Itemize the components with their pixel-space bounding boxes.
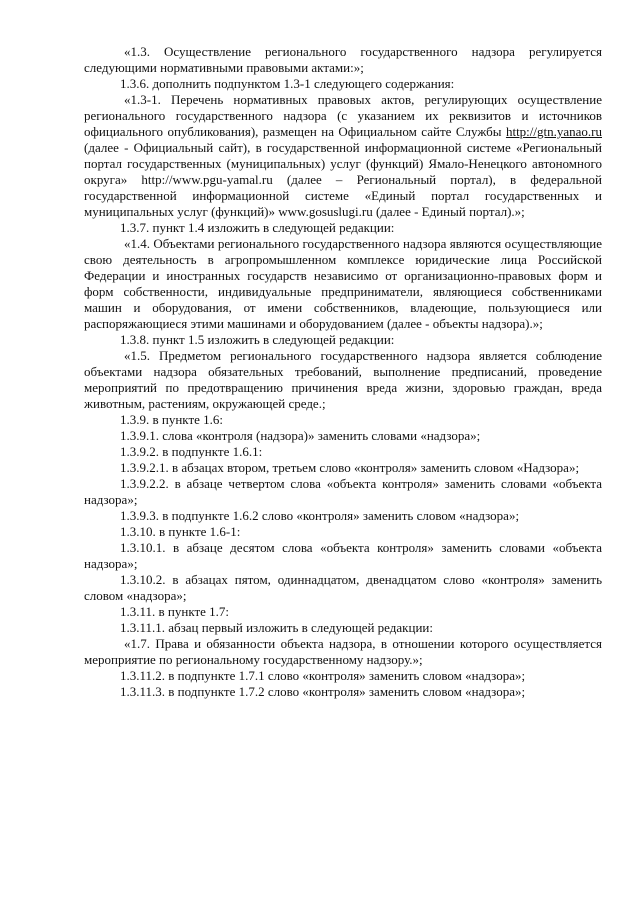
paragraph-1-3-1: [84, 92, 602, 220]
paragraph-1-3-8: 1.3.8. пункт 1.5 изложить в следующей редакции:: [120, 332, 395, 347]
paragraph-1-3-9-2: 1.3.9.2. в подпункте 1.6.1:: [120, 444, 263, 459]
paragraph-1-3-11: 1.3.11. в пункте 1.7:: [120, 604, 230, 619]
paragraph-1-3-11-3: 1.3.11.3. в подпункте 1.7.2 слово «контроля» заменить словом «надзора»;: [120, 684, 526, 699]
paragraph-1-3-10: 1.3.10. в пункте 1.6-1:: [120, 524, 241, 539]
official-site-link[interactable]: http://gtn.yanao.ru: [505, 124, 602, 139]
paragraph-1-7: «1.7. Права и обязанности объекта надзора, в отношении которого осуществляется мероприятие по региональному государственному надзору.»;: [84, 636, 602, 667]
document-body: [84, 44, 602, 700]
paragraph-1-3-11-2: 1.3.11.2. в подпункте 1.7.1 слово «контроля» заменить словом «надзора»;: [120, 668, 526, 683]
paragraph-1-3-10-2: 1.3.10.2. в абзацах пятом, одиннадцатом, двенадцатом слово «контроля» заменить словом «надзора»;: [84, 572, 602, 603]
paragraph-1-3-9-2-2: 1.3.9.2.2. в абзаце четвертом слова «объекта контроля» заменить словами «объекта надзора»;: [84, 476, 602, 507]
text-segment: (далее - Официальный сайт), в государственной информационной системе «Региональный портал государственных (муниципальных) услуг (функций) Ямало-Ненецкого автономного округа» http://www.pgu-yamal.ru (далее – Региональный портал), в федеральной государственной информационной системе «Единый портал государственных и муниципальных услуг (функций)» www.gosuslugi.ru (далее - Единый портал).»;: [84, 140, 602, 219]
paragraph-1-3: «1.3. Осуществление регионального государственного надзора регулируется следующими нормативными правовыми актами:»;: [84, 44, 602, 75]
paragraph-1-3-7: 1.3.7. пункт 1.4 изложить в следующей редакции:: [120, 220, 395, 235]
paragraph-1-3-9-2-1: 1.3.9.2.1. в абзацах втором, третьем слово «контроля» заменить словом «Надзора»;: [120, 460, 580, 475]
paragraph-1-3-9-3: 1.3.9.3. в подпункте 1.6.2 слово «контроля» заменить словом «надзора»;: [120, 508, 520, 523]
paragraph-1-3-11-1: 1.3.11.1. абзац первый изложить в следующей редакции:: [120, 620, 433, 635]
paragraph-1-3-10-1: 1.3.10.1. в абзаце десятом слова «объекта контроля» заменить словами «объекта надзора»;: [84, 540, 602, 571]
paragraph-1-3-9: 1.3.9. в пункте 1.6:: [120, 412, 224, 427]
paragraph-1-3-9-1: 1.3.9.1. слова «контроля (надзора)» заменить словами «надзора»;: [120, 428, 481, 443]
text-segment: «1.3-1. Перечень нормативных правовых актов, регулирующих осуществление регионального государственного надзора (с указанием их реквизитов и источников официального опубликования), размещен на Официальном сайте Службы: [84, 92, 602, 139]
paragraph-1-5: «1.5. Предметом регионального государственного надзора является соблюдение объектами надзора обязательных требований, выполнение предписаний, проведение мероприятий по предотвращению причинения вреда жизни, здоровью граждан, вреда животным, растениям, окружающей среде.;: [84, 348, 602, 411]
paragraph-1-3-6: 1.3.6. дополнить подпунктом 1.3-1 следующего содержания:: [120, 76, 455, 91]
paragraph-1-4: «1.4. Объектами регионального государственного надзора являются осуществляющие свою деятельность в агропромышленном комплексе юридические лица Российской Федерации и иностранных государств независимо от организационно-правовых форм и форм собственности, индивидуальные предприниматели, являющиеся собственниками машин и оборудования, от имени собственников, владеющие, пользующиеся или распоряжающиеся этими машинами и оборудованием (далее - объекты надзора).»;: [84, 236, 602, 331]
